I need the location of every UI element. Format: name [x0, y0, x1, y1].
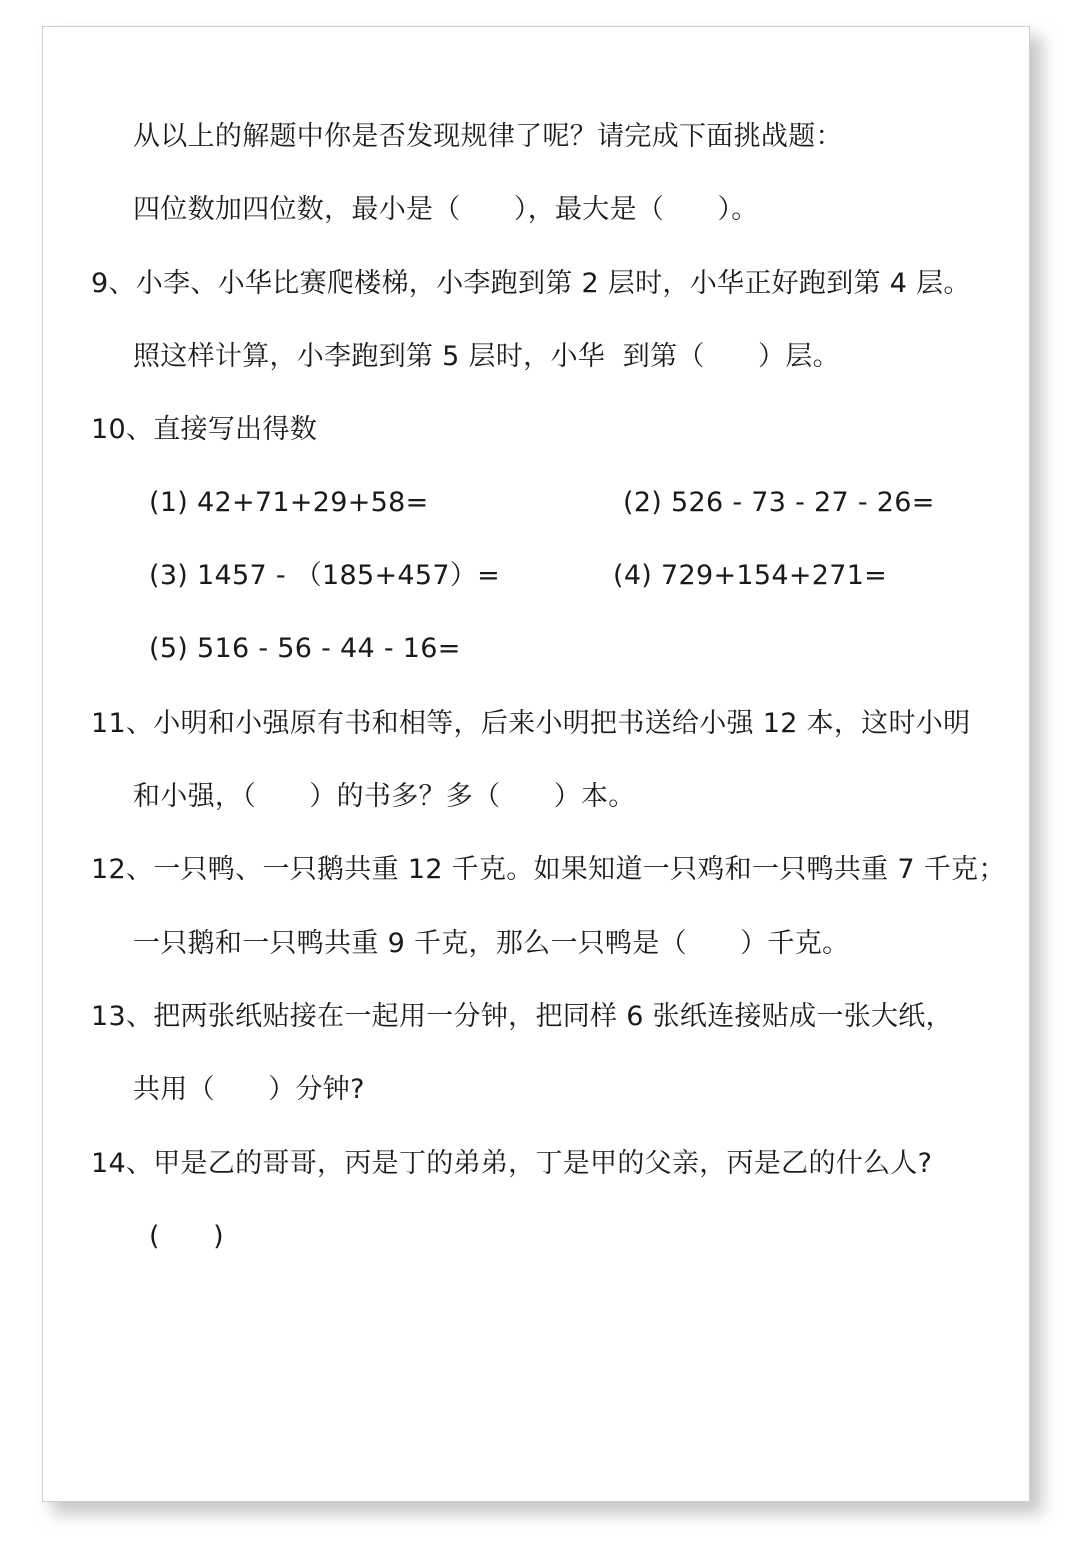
question-14-line-1: 14、甲是乙的哥哥，丙是丁的弟弟，丁是甲的父亲，丙是乙的什么人? [91, 1148, 933, 1179]
question-10-title: 10、直接写出得数 [91, 414, 318, 445]
question-10-item-3: (3) 1457 - （185+457）= [149, 560, 501, 591]
question-13-line-1: 13、把两张纸贴接在一起用一分钟，把同样 6 张纸连接贴成一张大纸， [91, 1001, 953, 1032]
intro-line-1: 从以上的解题中你是否发现规律了呢？请完成下面挑战题： [133, 121, 843, 152]
question-14-answer-blank: ( ) [149, 1221, 224, 1252]
question-13-line-2: 共用（ ）分钟? [133, 1074, 365, 1105]
question-10-item-1: (1) 42+71+29+58= [149, 487, 429, 518]
question-9-line-1: 9、小李、小华比赛爬楼梯，小李跑到第 2 层时，小华正好跑到第 4 层。 [91, 268, 971, 299]
question-11-line-1: 11、小明和小强原有书和相等，后来小明把书送给小强 12 本，这时小明 [91, 708, 971, 739]
question-12-line-1: 12、一只鸭、一只鹅共重 12 千克。如果知道一只鸡和一只鸭共重 7 千克； [91, 854, 1006, 885]
question-10-item-5: (5) 516 - 56 - 44 - 16= [149, 633, 461, 664]
intro-line-2: 四位数加四位数，最小是（ ），最大是（ ）。 [133, 194, 759, 225]
question-10-item-2: (2) 526 - 73 - 27 - 26= [623, 487, 935, 518]
question-10-item-4: (4) 729+154+271= [613, 560, 888, 591]
question-11-line-2: 和小强，（ ）的书多？多（ ）本。 [133, 781, 636, 812]
question-9-line-2: 照这样计算，小李跑到第 5 层时，小华 到第（ ）层。 [133, 341, 840, 372]
question-12-line-2: 一只鹅和一只鸭共重 9 千克，那么一只鸭是（ ）千克。 [133, 928, 850, 959]
worksheet-page [42, 26, 1030, 1502]
